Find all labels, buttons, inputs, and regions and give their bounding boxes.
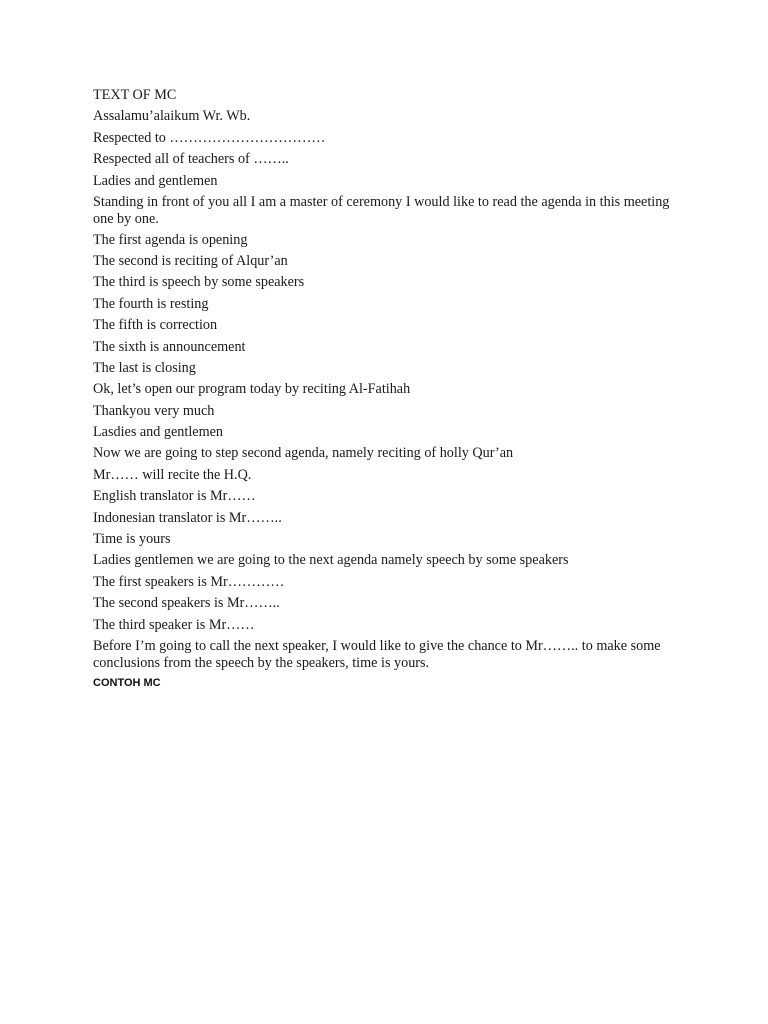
text-paragraph: Standing in front of you all I am a master of ceremony I would like to read the agenda in this meeting one by one. [93,193,670,227]
text-line: The fourth is resting [93,295,209,312]
text-line: Respected all of teachers of …….. [93,151,289,168]
text-line: Now we are going to step second agenda, namely reciting of holly Qur’an [93,445,514,462]
text-line: The first speakers is Mr………… [93,573,285,590]
text-line: Indonesian translator is Mr…….. [93,509,282,526]
section-heading: CONTOH MC [93,676,161,689]
text-line: Ladies and gentlemen [93,172,218,189]
text-line: Time is yours [93,531,171,548]
text-line: Thankyou very much [93,402,215,419]
text-paragraph: Before I’m going to call the next speaker, I would like to give the chance to Mr…….. to make some conclusions from the speech by the speakers, time is yours. [93,637,661,671]
text-line: The second is reciting of Alqur’an [93,252,288,269]
text-line: The third is speech by some speakers [93,274,305,291]
text-line: The first agenda is opening [93,231,248,248]
text-line: Mr…… will recite the H.Q. [93,466,252,483]
text-line: The fifth is correction [93,317,218,334]
text-line: Lasdies and gentlemen [93,424,224,441]
text-line: The last is closing [93,359,196,376]
text-line: Respected to …………………………… [93,129,326,146]
document-title: TEXT OF MC [93,87,177,103]
text-line: The sixth is announcement [93,338,246,355]
text-line: Ok, let’s open our program today by reciting Al-Fatihah [93,381,411,398]
text-line: The second speakers is Mr…….. [93,595,280,612]
text-line: Assalamu’alaikum Wr. Wb. [93,108,251,125]
text-line: English translator is Mr…… [93,488,256,505]
mc-script-text [93,87,683,695]
text-line: Ladies gentlemen we are going to the next agenda namely speech by some speakers [93,552,569,569]
text-line: The third speaker is Mr…… [93,616,255,633]
